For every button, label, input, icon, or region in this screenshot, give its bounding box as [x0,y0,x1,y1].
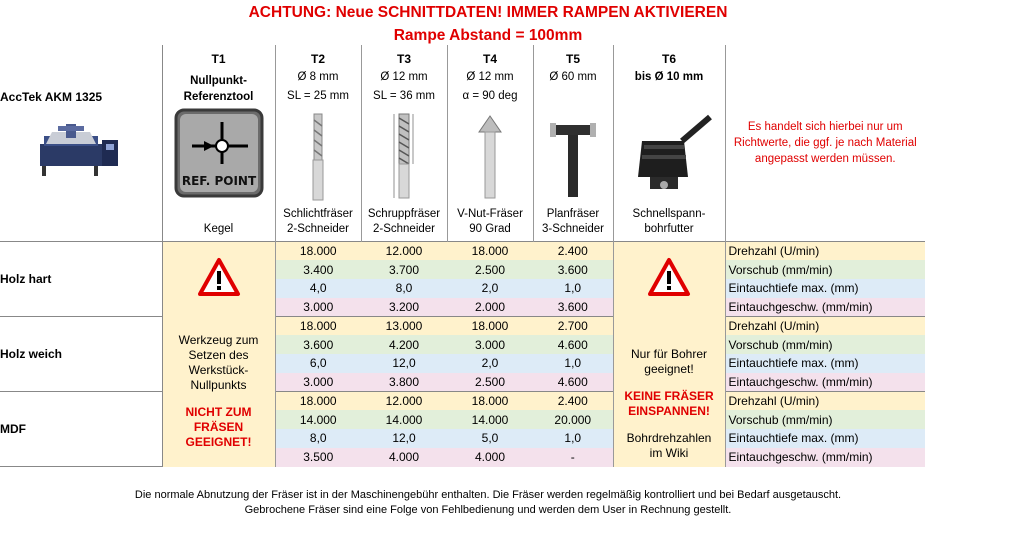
tool-name: Schlichtfräser 2-Schneider [283,208,353,235]
t1-note-text: Werkzeug zum Setzen des Werkstück-Nullpunkts [178,332,259,392]
value-cell: 12,0 [361,429,447,448]
tool-id: T3 [396,52,411,66]
value-cell: 4.200 [361,335,447,354]
value-cell: 4.000 [361,448,447,467]
value-cell: 18.000 [447,392,533,411]
headline-warning: ACHTUNG: Neue SCHNITTDATEN! IMMER RAMPEN AKTIVIEREN [248,4,728,21]
t6-note-cell [613,317,725,467]
tool-spec-line1: bis Ø 10 mm [634,71,704,83]
tool-spec-line1: Ø 60 mm [549,71,597,83]
finishing-cutter-icon [308,106,328,207]
value-cell: 3.500 [275,448,361,467]
value-cell: 4.600 [533,373,613,392]
t6-warning-text: KEINE FRÄSER EINSPANNEN! [624,388,714,418]
value-cell: 2.700 [533,317,613,336]
warning-icon [647,257,691,297]
tool-name: Kegel [203,223,234,235]
headline-ramp-distance: Rampe Abstand = 100mm [393,27,583,44]
value-cell: 3.200 [361,298,447,317]
tool-spec-line2: SL = 25 mm [287,90,349,102]
value-cell: 3.600 [533,260,613,279]
value-cell: 18.000 [447,317,533,336]
tool-t3-header [361,45,447,242]
tool-spec-line1: Nullpunkt- [190,75,247,87]
tool-header-row [0,45,925,242]
value-cell: 4,0 [275,279,361,298]
tool-t2-header [275,45,361,242]
value-cell: 1,0 [533,429,613,448]
t6-wiki-hint: Bohrdrehzahlen im Wiki [626,430,712,460]
machine-cell [0,45,162,242]
t1-note-cell [162,317,275,467]
ref-point-icon [174,105,264,201]
table-row [0,242,925,261]
warning-icon [197,257,241,297]
param-label: Drehzahl (U/min) [725,392,925,411]
v-groove-cutter-icon [475,106,505,207]
tool-name: Schnellspann- bohrfutter [632,208,706,235]
tool-t6-header [613,45,725,242]
value-cell: 2.500 [447,373,533,392]
param-label: Eintauchtiefe max. (mm) [725,354,925,373]
value-cell: 6,0 [275,354,361,373]
t6-note-text: Nur für Bohrer geeignet! [630,346,708,376]
value-cell: 5,0 [447,429,533,448]
value-cell: 1,0 [533,279,613,298]
value-cell: 1,0 [533,354,613,373]
value-cell: 2,0 [447,354,533,373]
param-label: Eintauchtiefe max. (mm) [725,429,925,448]
tool-t4-header [447,45,533,242]
param-label: Vorschub (mm/min) [725,410,925,429]
value-cell: 3.700 [361,260,447,279]
value-cell: 18.000 [447,242,533,261]
drill-chuck-icon [624,106,714,207]
value-cell: 3.600 [533,298,613,317]
material-label-holz-weich: Holz weich [0,317,162,392]
tool-t5-header [533,45,613,242]
tool-id: T2 [310,52,325,66]
value-cell: 3.000 [275,373,361,392]
value-cell: 18.000 [275,317,361,336]
value-cell: 20.000 [533,410,613,429]
param-label: Vorschub (mm/min) [725,260,925,279]
table-row [0,317,925,336]
ref-point-label: REF. POINT [181,174,256,188]
value-cell: 2.500 [447,260,533,279]
tool-spec-line2: α = 90 deg [462,90,518,102]
tool-spec-line2: Referenztool [183,91,254,103]
tool-id: T1 [211,52,226,66]
value-cell: 3.600 [275,335,361,354]
tool-t1-header [162,45,275,242]
tool-spec-line2: SL = 36 mm [373,90,435,102]
value-cell: 18.000 [275,392,361,411]
t1-warning-cell [162,242,275,317]
value-cell: 8,0 [275,429,361,448]
machine-image [36,122,162,185]
cutting-data-table [0,45,925,467]
value-cell: 3.000 [275,298,361,317]
param-label: Eintauchgeschw. (mm/min) [725,373,925,392]
value-cell: 12.000 [361,392,447,411]
value-cell: 8,0 [361,279,447,298]
tool-id: T4 [482,52,497,66]
roughing-cutter-icon [389,106,419,207]
value-cell: 2.400 [533,392,613,411]
param-label: Drehzahl (U/min) [725,317,925,336]
param-label: Eintauchtiefe max. (mm) [725,279,925,298]
value-cell: - [533,448,613,467]
material-label-mdf: MDF [0,392,162,467]
t1-warning-text: NICHT ZUM FRÄSEN GEEIGNET! [185,404,252,449]
value-cell: 3.400 [275,260,361,279]
tool-spec-line1: Ø 12 mm [380,71,428,83]
t6-warning-cell [613,242,725,317]
material-label-holz-hart: Holz hart [0,242,162,317]
tool-id: T5 [565,52,580,66]
footer-note-line1: Die normale Abnutzung der Fräser ist in der Maschinengebühr enthalten. Die Fräser werden regelmäßig kontrolliert und bei Bedarf ausgetauscht. [134,489,842,501]
value-cell: 12,0 [361,354,447,373]
value-cell: 3.800 [361,373,447,392]
param-label: Eintauchgeschw. (mm/min) [725,298,925,317]
value-cell: 12.000 [361,242,447,261]
tool-spec-line1: Ø 8 mm [297,71,339,83]
value-cell: 2.400 [533,242,613,261]
value-cell: 14.000 [275,410,361,429]
param-label: Drehzahl (U/min) [725,242,925,261]
tool-name: V-Nut-Fräser 90 Grad [457,208,523,235]
value-cell: 18.000 [275,242,361,261]
value-cell: 14.000 [447,410,533,429]
value-cell: 4.600 [533,335,613,354]
value-cell: 14.000 [361,410,447,429]
tool-name: Schruppfräser 2-Schneider [367,208,441,235]
footer-note-line2: Gebrochene Fräser sind eine Folge von Fehlbedienung und werden dem User in Rechnung gestellt. [244,504,732,516]
value-cell: 13.000 [361,317,447,336]
value-cell: 2,0 [447,279,533,298]
face-mill-icon [548,106,598,207]
value-cell: 4.000 [447,448,533,467]
machine-name: AccTek AKM 1325 [0,90,103,104]
value-cell: 2.000 [447,298,533,317]
value-cell: 3.000 [447,335,533,354]
side-note-cell [725,45,925,242]
table-row [0,392,925,411]
tool-name: Planfräser 3-Schneider [541,208,604,235]
tool-id: T6 [661,52,676,66]
param-label: Eintauchgeschw. (mm/min) [725,448,925,467]
tool-spec-line1: Ø 12 mm [466,71,514,83]
param-label: Vorschub (mm/min) [725,335,925,354]
side-note: Es handelt sich hierbei nur um Richtwerte, die ggf. je nach Material angepasst werden müssen. [733,121,917,165]
